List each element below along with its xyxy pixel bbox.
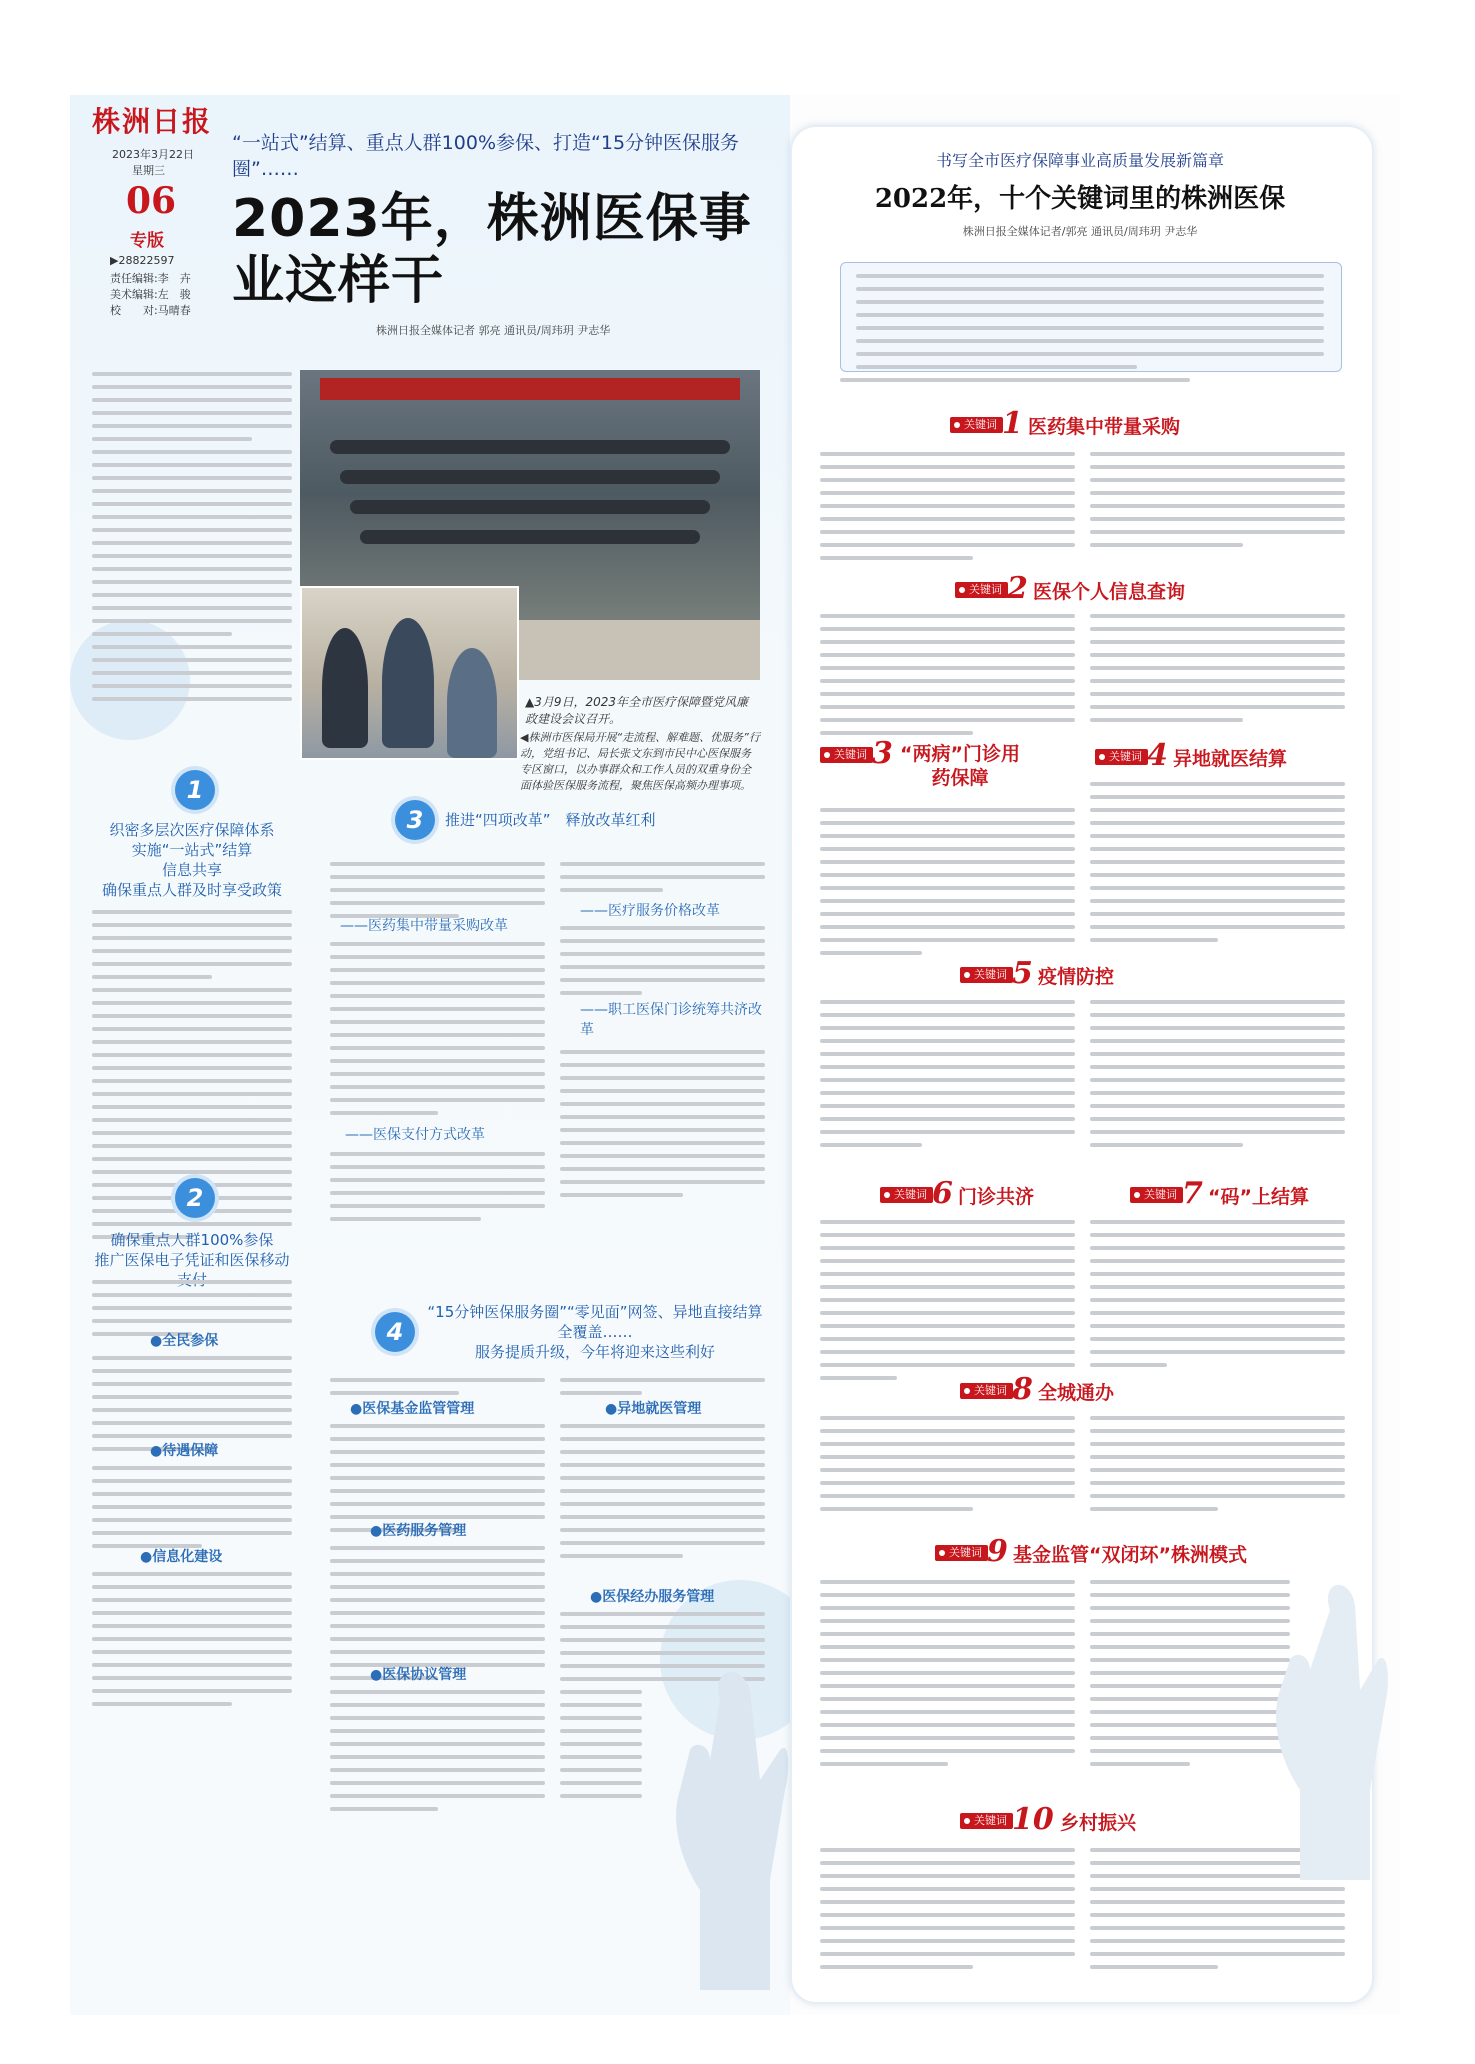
feature-title: 2022年，十个关键词里的株洲医保 [874, 184, 1286, 214]
keyword-body-text [1090, 1416, 1345, 1520]
keyword-tag: 关键词 [950, 417, 1003, 433]
staff-line: 美术编辑:左 骏 [110, 288, 191, 301]
keyword-tag: 关键词 [960, 1383, 1013, 1399]
section-body-text [560, 926, 765, 1004]
subhead-payment: ——医保支付方式改革 [345, 1127, 485, 1143]
section-body-text [560, 1424, 765, 1567]
page-number: 06 [126, 180, 177, 222]
section-title: 确保重点人群100%参保 推广医保电子凭证和医保移动 [94, 1231, 290, 1269]
section-body-text [330, 1690, 545, 1820]
keyword-body-text [1090, 1220, 1345, 1376]
feature-byline: 株洲日报全媒体记者/郭亮 通讯员/周玮玥 尹志华 [962, 225, 1198, 238]
keyword-heading [935, 1534, 1335, 1569]
keyword-heading [950, 406, 1250, 441]
subhead-remote: ●异地就医管理 [605, 1401, 702, 1417]
keyword-number: 1 [1002, 406, 1023, 441]
lead-headline: 2023年，株洲医保事业这样干 [232, 189, 752, 311]
hand-illustration [660, 1660, 790, 1990]
keyword-heading [955, 571, 1255, 606]
subhead-agreement: ●医保协议管理 [370, 1667, 467, 1683]
hand-illustration [1260, 1580, 1390, 1880]
keyword-heading [960, 956, 1260, 991]
keyword-body-text [1090, 782, 1345, 951]
feature-intro-text [856, 274, 1324, 378]
section-number: 1 [175, 770, 215, 810]
subhead-fund: ●医保基金监管管理 [350, 1401, 475, 1417]
subhead-outpatient: ——职工医保门诊统筹共济改革 [580, 1002, 762, 1038]
keyword-title: 基金监管“双闭环”株洲模式 [1013, 1544, 1247, 1566]
keyword-body-text [820, 452, 1075, 569]
subhead-universal: ●全民参保 [150, 1333, 219, 1349]
staff-credits [110, 271, 220, 319]
keyword-number: 9 [987, 1534, 1008, 1569]
keyword-heading [1095, 738, 1335, 773]
keyword-body-text [820, 614, 1075, 744]
keyword-tag: 关键词 [955, 582, 1008, 598]
keyword-tag: 关键词 [1095, 749, 1148, 765]
keyword-body-text [820, 1000, 1075, 1156]
keyword-number: 7 [1182, 1176, 1203, 1211]
section-body-text [560, 1050, 765, 1206]
section-body-text [92, 1572, 292, 1715]
section-title: 推进“四项改革” 释放改革红利 [445, 811, 656, 829]
section-body-text [560, 862, 765, 901]
section-number: 2 [175, 1178, 215, 1218]
masthead-name: 株洲日报 [92, 105, 213, 138]
lead-intro-text [92, 372, 292, 710]
keyword-heading [1130, 1176, 1350, 1211]
section-number: 3 [395, 800, 435, 840]
keyword-tag: 关键词 [880, 1187, 933, 1203]
subhead-service: ●医药服务管理 [370, 1523, 467, 1539]
issue-weekday: 星期三 [132, 164, 165, 177]
keyword-number: 10 [1012, 1802, 1054, 1837]
subhead-informatization: ●信息化建设 [140, 1549, 223, 1565]
keyword-heading [880, 1176, 1100, 1211]
keyword-title: 医药集中带量采购 [1028, 416, 1181, 438]
keyword-body-text [820, 808, 1075, 964]
keyword-heading [960, 1802, 1260, 1837]
keyword-title: 全城通办 [1038, 1382, 1115, 1404]
keyword-number: 3 [872, 736, 893, 771]
keyword-title: “两病”门诊用药保障 [900, 743, 1020, 789]
keyword-body-text [1090, 1000, 1345, 1156]
section-number: 4 [375, 1312, 415, 1352]
feature-kicker: 书写全市医疗保障事业高质量发展新篇章 [935, 151, 1224, 170]
keyword-tag: 关键词 [960, 967, 1013, 983]
keyword-number: 2 [1007, 571, 1028, 606]
lead-byline: 株洲日报全媒体记者 郭亮 通讯员/周玮玥 尹志华 [376, 324, 611, 337]
lead-subheadline: “一站式”结算、重点人群100%参保、打造“15分钟医保服务圈”…… [232, 132, 740, 180]
keyword-tag: 关键词 [935, 1545, 988, 1561]
keyword-body-text [820, 1580, 1075, 1775]
keyword-body-text [820, 1848, 1075, 1978]
keyword-body-text [1090, 614, 1345, 731]
keyword-body-text [1090, 452, 1345, 556]
subhead-price: ——医疗服务价格改革 [580, 903, 720, 919]
keyword-body-text [820, 1220, 1075, 1389]
keyword-heading [960, 1372, 1210, 1407]
issue-date: 2023年3月22日 [112, 148, 194, 161]
keyword-title: “码”上结算 [1208, 1186, 1309, 1208]
section-body-text [330, 1152, 545, 1230]
section-body-text [330, 942, 545, 1124]
keyword-number: 5 [1012, 956, 1033, 991]
keyword-tag: 关键词 [820, 747, 873, 763]
keyword-title: 疫情防控 [1038, 966, 1115, 988]
meeting-banner [320, 378, 740, 400]
photo-caption: ▲3月9日，2023年全市医疗保障暨党风廉政建设会议召开。 [525, 695, 749, 726]
keyword-title: 乡村振兴 [1060, 1812, 1137, 1834]
keyword-tag: 关键词 [1130, 1187, 1183, 1203]
subhead-handling: ●医保经办服务管理 [590, 1589, 715, 1605]
photo-caption: ◀株洲市医保局开展“走流程、解难题、优服务”行动，党组书记、局长张文东到市民中心医保服务专区窗口，以办事群众和工作人员的双重身份全面体验医保服务流程，聚焦医保高频办理事项。 [520, 731, 760, 792]
keyword-title: 异地就医结算 [1173, 748, 1288, 770]
feature-intro-text [840, 378, 1340, 391]
subhead-centralized: ——医药集中带量采购改革 [340, 918, 508, 934]
keyword-body-text [820, 1416, 1075, 1520]
keyword-title: 门诊共济 [958, 1186, 1035, 1208]
staff-line: 校 对:马晴春 [110, 304, 191, 317]
hotline: ▶28822597 [110, 254, 175, 267]
subhead-treatment: ●待遇保障 [150, 1443, 219, 1459]
edition-label: 专版 [130, 231, 164, 251]
service-window-photo [300, 586, 519, 760]
keyword-number: 8 [1012, 1372, 1033, 1407]
keyword-heading [820, 736, 1060, 796]
section-title: 织密多层次医疗保障体系 实施“一站式”结算 信息共享 确保重点人群及时享受政策 [101, 821, 282, 899]
section-body-text [92, 1466, 292, 1557]
staff-line: 责任编辑:李 卉 [110, 272, 191, 285]
keyword-number: 6 [932, 1176, 953, 1211]
keyword-title: 医保个人信息查询 [1033, 581, 1186, 603]
keyword-number: 4 [1147, 738, 1168, 773]
keyword-tag: 关键词 [960, 1813, 1013, 1829]
section-title: “15分钟医保服务圈”“零见面”网签、异地直接结算全覆盖…… 服务提质升级，今年将迎来这些利好 [427, 1303, 763, 1361]
